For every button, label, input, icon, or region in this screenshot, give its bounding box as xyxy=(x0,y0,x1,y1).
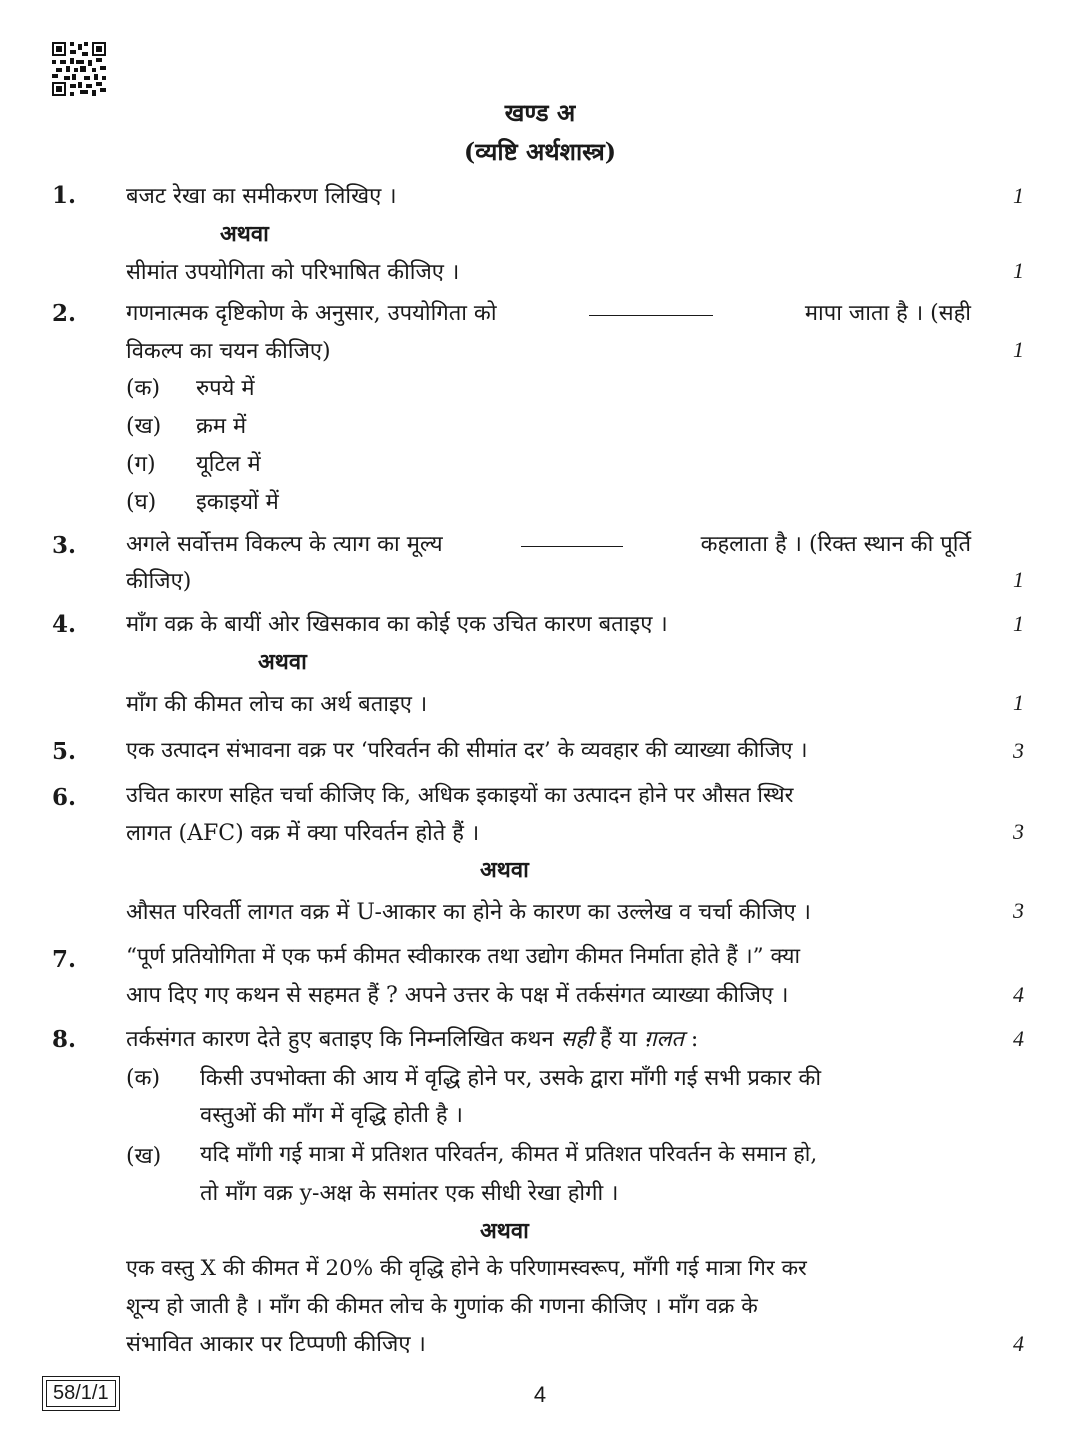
option-item xyxy=(126,486,279,516)
or-label: अथवा xyxy=(480,857,529,883)
question-line xyxy=(126,528,971,558)
question-text: मापा जाता है । (सही xyxy=(804,301,971,326)
question-number: 1. xyxy=(52,182,77,209)
option-label: (ख) xyxy=(126,414,162,439)
section-subtitle: (व्यष्टि अर्थशास्त्र) xyxy=(463,137,617,166)
statement-text: वस्तुओं की माँग में वृद्धि होती है । xyxy=(200,1103,463,1128)
qr-code xyxy=(52,42,106,96)
statement-text: किसी उपभोक्ता की आय में वृद्धि होने पर, उसके द्वारा माँगी गई सभी प्रकार की xyxy=(200,1066,822,1091)
or-label: अथवा xyxy=(258,649,307,675)
option-label: (ग) xyxy=(126,452,156,477)
question-text: तर्कसंगत कारण देते हुए बताइए कि निम्नलिखित कथन xyxy=(126,1027,554,1052)
option-text: इकाइयों में xyxy=(196,490,279,515)
question-marks: 3 xyxy=(1013,738,1024,763)
question-line xyxy=(126,297,971,327)
question-alt-text: औसत परिवर्ती लागत वक्र में U-आकार का होने के कारण का उल्लेख व चर्चा कीजिए । xyxy=(126,900,812,925)
statement-text: तो माँग वक्र y-अक्ष के समांतर एक सीधी रेखा होगी । xyxy=(200,1181,619,1206)
question-text: आप दिए गए कथन से सहमत हैं ? अपने उत्तर के पक्ष में तर्कसंगत व्याख्या कीजिए । xyxy=(126,983,789,1008)
question-text: माँग वक्र के बायीं ओर खिसकाव का कोई एक उचित कारण बताइए । xyxy=(126,612,668,637)
question-line xyxy=(126,1023,698,1053)
question-number: 2. xyxy=(52,300,77,327)
question-alt-text: एक वस्तु X की कीमत में 20% की वृद्धि होने के परिणामस्वरूप, माँगी गई मात्रा गिर कर xyxy=(126,1256,807,1281)
question-text: “पूर्ण प्रतियोगिता में एक फर्म कीमत स्वीकारक तथा उद्योग कीमत निर्माता होते हैं ।” क्या xyxy=(126,944,801,969)
option-label: (ख) xyxy=(126,1144,162,1169)
option-label: (क) xyxy=(126,1066,161,1091)
emphasis-true: सही xyxy=(560,1027,593,1052)
question-marks: 1 xyxy=(1013,611,1024,636)
question-text: हैं या xyxy=(599,1027,638,1052)
paper-code: 58/1/1 xyxy=(46,1380,116,1407)
colon: : xyxy=(690,1027,699,1052)
question-text: एक उत्पादन संभावना वक्र पर ‘परिवर्तन की सीमांत दर’ के व्यवहार की व्याख्या कीजिए । xyxy=(126,738,808,763)
question-number: 4. xyxy=(52,611,77,638)
question-marks: 4 xyxy=(1013,1026,1024,1051)
question-alt-marks: 4 xyxy=(1013,1331,1024,1356)
question-alt-marks: 1 xyxy=(1013,258,1024,283)
question-text: उचित कारण सहित चर्चा कीजिए कि, अधिक इकाइयों का उत्पादन होने पर औसत स्थिर xyxy=(126,783,794,808)
question-marks: 1 xyxy=(1013,337,1024,362)
question-marks: 1 xyxy=(1013,183,1024,208)
question-alt-text: सीमांत उपयोगिता को परिभाषित कीजिए । xyxy=(126,260,460,285)
or-label: अथवा xyxy=(220,221,269,247)
or-label: अथवा xyxy=(480,1218,529,1244)
statement-text: यदि माँगी गई मात्रा में प्रतिशत परिवर्तन, कीमत में प्रतिशत परिवर्तन के समान हो, xyxy=(200,1142,818,1167)
question-text: अगले सर्वोत्तम विकल्प के त्याग का मूल्य xyxy=(126,532,443,557)
question-alt-text: शून्य हो जाती है । माँग की कीमत लोच के गुणांक की गणना कीजिए । माँग वक्र के xyxy=(126,1294,758,1319)
question-number: 3. xyxy=(52,532,77,559)
option-text: यूटिल में xyxy=(196,452,261,477)
fill-blank xyxy=(589,297,713,316)
option-item xyxy=(126,448,261,478)
option-text: रुपये में xyxy=(196,376,255,401)
question-text: बजट रेखा का समीकरण लिखिए । xyxy=(126,184,397,209)
option-item xyxy=(126,410,246,440)
question-text: कहलाता है । (रिक्त स्थान की पूर्ति xyxy=(700,532,971,557)
question-alt-marks: 3 xyxy=(1013,898,1024,923)
emphasis-false: ग़लत xyxy=(644,1027,684,1052)
option-label: (क) xyxy=(126,376,161,401)
question-text: गणनात्मक दृष्टिकोण के अनुसार, उपयोगिता को xyxy=(126,301,497,326)
question-alt-marks: 1 xyxy=(1013,690,1024,715)
question-marks: 4 xyxy=(1013,982,1024,1007)
question-marks: 1 xyxy=(1013,567,1024,592)
question-text: कीजिए) xyxy=(126,569,192,594)
question-number: 7. xyxy=(52,946,77,973)
question-text: लागत (AFC) वक्र में क्या परिवर्तन होते हैं । xyxy=(126,821,480,846)
fill-blank xyxy=(521,528,623,547)
question-number: 8. xyxy=(52,1026,77,1053)
question-number: 5. xyxy=(52,738,77,765)
question-alt-text: माँग की कीमत लोच का अर्थ बताइए । xyxy=(126,692,428,717)
option-text: क्रम में xyxy=(196,414,247,439)
question-alt-text: संभावित आकार पर टिप्पणी कीजिए । xyxy=(126,1332,426,1357)
option-item xyxy=(126,372,255,402)
question-text: विकल्प का चयन कीजिए) xyxy=(126,339,331,364)
page-number: 4 xyxy=(533,1382,547,1407)
question-marks: 3 xyxy=(1013,819,1024,844)
question-number: 6. xyxy=(52,784,77,811)
option-label: (घ) xyxy=(126,490,157,515)
section-title: खण्ड अ xyxy=(504,98,576,127)
